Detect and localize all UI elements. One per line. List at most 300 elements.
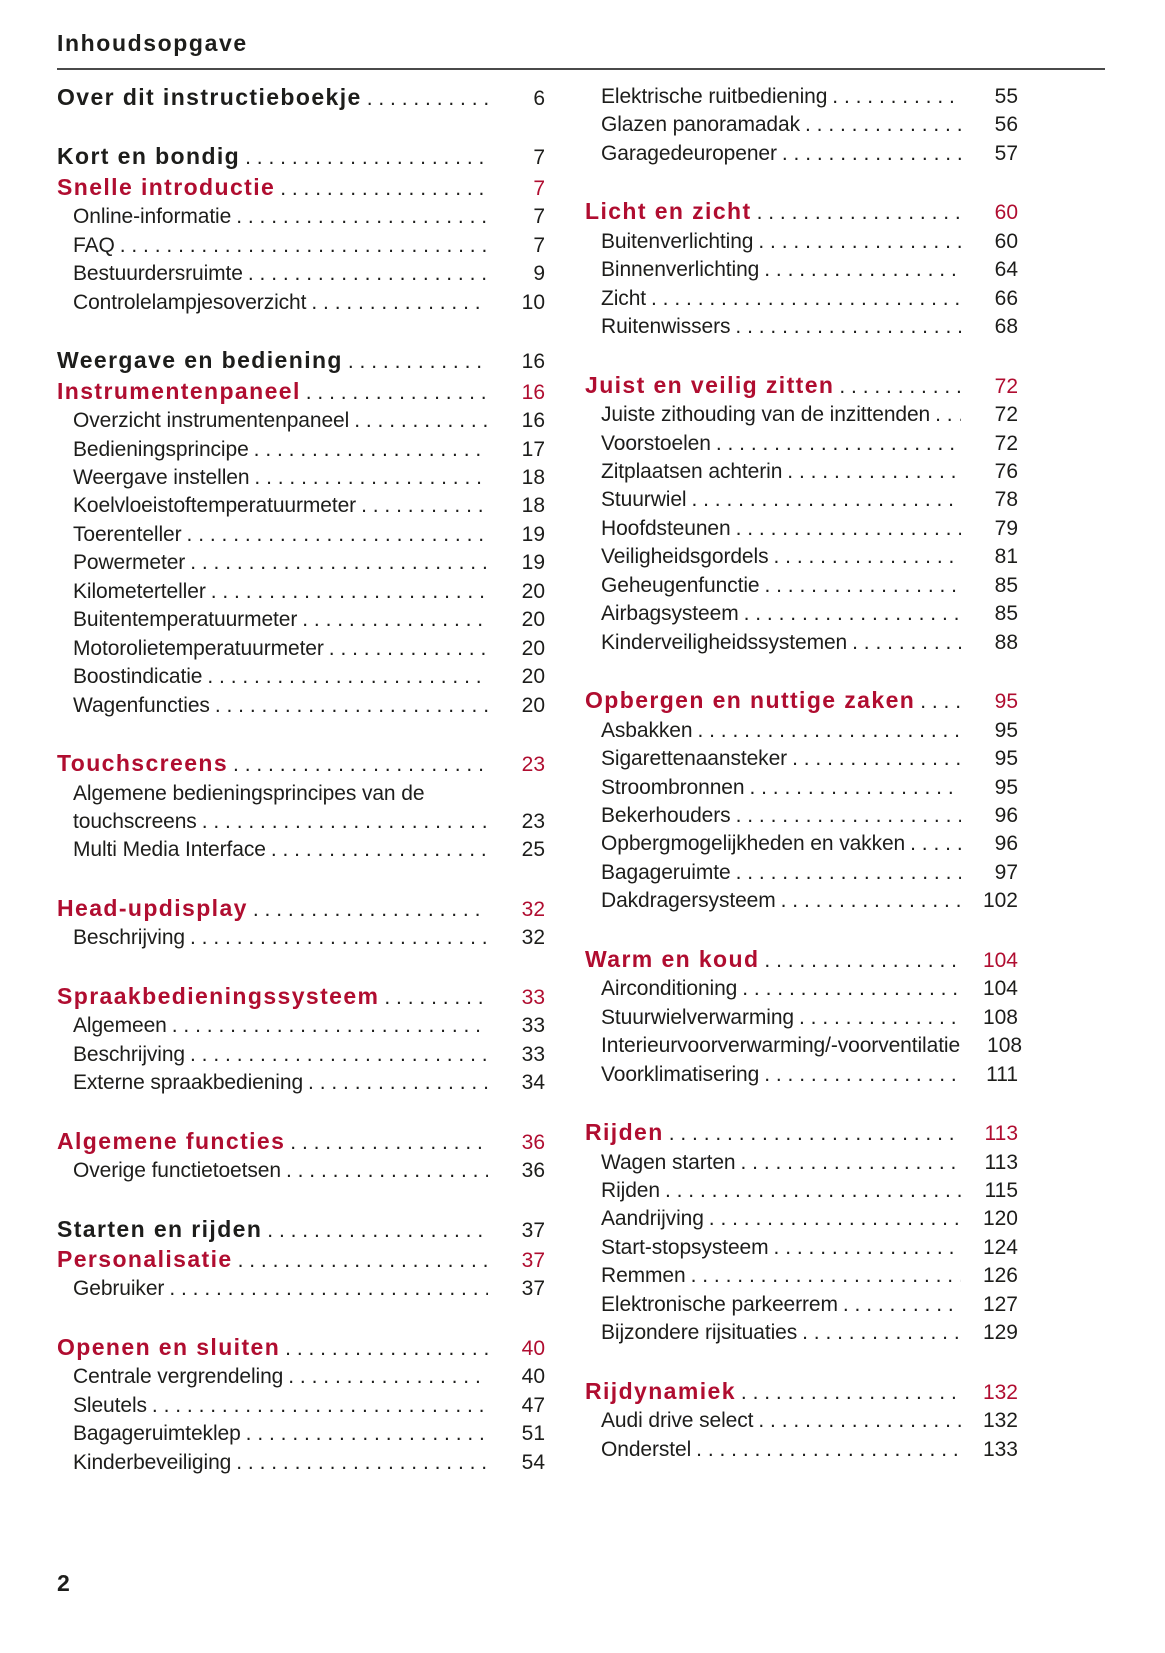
toc-entry xyxy=(585,1205,1018,1233)
toc-entry xyxy=(57,436,545,464)
toc-entry-label: Veiligheidsgordels xyxy=(601,545,769,569)
toc-entry-page: 76 xyxy=(994,459,1018,483)
dot-leader xyxy=(349,407,488,435)
toc-entry-label: Head-updisplay xyxy=(57,894,248,921)
toc-entry xyxy=(57,492,545,520)
toc-entry xyxy=(57,606,545,634)
toc-entry-label: Boostindicatie xyxy=(73,665,203,689)
toc-group xyxy=(585,686,1018,916)
dot-leader xyxy=(905,830,961,858)
dot-leader xyxy=(759,1061,961,1089)
dot-leader xyxy=(737,975,961,1003)
toc-entry xyxy=(585,256,1018,284)
toc-group xyxy=(57,1333,545,1477)
toc-entry-label: Motorolietemperatuurmeter xyxy=(73,636,324,660)
toc-entry xyxy=(57,1157,545,1185)
toc-entry xyxy=(585,629,1018,657)
toc-entry-label: Algemeen xyxy=(73,1014,167,1038)
toc-entry xyxy=(57,346,545,376)
toc-entry xyxy=(57,808,545,836)
toc-entry-page: 16 xyxy=(521,380,545,404)
dot-leader xyxy=(731,859,961,887)
toc-entry-label: Sleutels xyxy=(73,1393,147,1417)
toc-entry-page: 18 xyxy=(521,494,545,518)
toc-entry-label: Garagedeuropener xyxy=(601,141,777,165)
toc-entry-page: 124 xyxy=(982,1235,1018,1259)
dot-leader xyxy=(206,578,488,606)
toc-entry-label: Personalisatie xyxy=(57,1245,233,1272)
toc-entry xyxy=(57,260,545,288)
toc-entry xyxy=(57,836,545,864)
toc-entry-page: 60 xyxy=(994,229,1018,253)
dot-leader xyxy=(794,1004,961,1032)
dot-leader xyxy=(787,745,961,773)
toc-entry xyxy=(585,887,1018,915)
toc-entry-page: 85 xyxy=(994,602,1018,626)
toc-entry-page: 37 xyxy=(521,1248,545,1272)
toc-entry-page: 18 xyxy=(521,465,545,489)
dot-leader xyxy=(303,1069,488,1097)
toc-entry-label: Koelvloeistoftemperatuurmeter xyxy=(73,494,357,518)
toc-entry-page: 60 xyxy=(994,201,1018,225)
toc-entry-page: 20 xyxy=(521,579,545,603)
toc-entry xyxy=(57,1449,545,1477)
toc-entry-page: 104 xyxy=(982,977,1018,1001)
toc-entry-page: 97 xyxy=(994,860,1018,884)
dot-leader xyxy=(243,260,488,288)
toc-entry xyxy=(57,1275,545,1303)
toc-entry xyxy=(585,745,1018,773)
toc-entry xyxy=(57,780,545,808)
toc-entry-label: Airconditioning xyxy=(601,977,738,1001)
toc-entry xyxy=(57,1215,545,1245)
toc-entry-label: Weergave instellen xyxy=(73,465,250,489)
toc-entry-page: 20 xyxy=(521,665,545,689)
dot-leader xyxy=(241,1420,488,1448)
dot-leader xyxy=(275,175,488,203)
toc-entry xyxy=(585,430,1018,458)
toc-entry-label: Spraakbedieningssysteem xyxy=(57,982,380,1009)
dot-leader xyxy=(249,436,488,464)
toc-entry-page: 126 xyxy=(982,1264,1018,1288)
toc-entry-page: 32 xyxy=(521,897,545,921)
toc-entry-label: Airbagsysteem xyxy=(601,602,739,626)
dot-leader xyxy=(782,458,961,486)
dot-leader xyxy=(228,751,488,779)
dot-leader xyxy=(736,1379,961,1407)
toc-entry xyxy=(57,635,545,663)
dot-leader xyxy=(324,635,488,663)
toc-entry xyxy=(585,686,1018,716)
toc-entry xyxy=(57,142,545,172)
dot-leader xyxy=(280,1335,488,1363)
toc-entry-label: Glazen panoramadak xyxy=(601,113,800,137)
toc-entry-label: Algemene functies xyxy=(57,1127,286,1154)
toc-entry-label: Beschrijving xyxy=(73,1042,186,1066)
toc-entry-page: 47 xyxy=(521,1393,545,1417)
dot-leader xyxy=(197,808,488,836)
toc-entry-label: Opbergmogelijkheden en vakken xyxy=(601,832,906,856)
dot-leader xyxy=(115,232,488,260)
toc-entry xyxy=(585,1177,1018,1205)
dot-leader xyxy=(753,1407,961,1435)
toc-entry xyxy=(57,1041,545,1069)
page-title: Inhoudsopgave xyxy=(57,30,248,56)
toc-entry-page: 57 xyxy=(994,141,1018,165)
toc-entry-page: 68 xyxy=(994,315,1018,339)
dot-leader xyxy=(691,1436,961,1464)
toc-entry-label: Asbakken xyxy=(601,718,693,742)
toc-entry xyxy=(57,173,545,203)
toc-entry xyxy=(57,407,545,435)
dot-leader xyxy=(356,492,488,520)
toc-entry xyxy=(57,924,545,952)
toc-entry-label: Starten en rijden xyxy=(57,1215,263,1242)
toc-group xyxy=(585,1118,1018,1348)
toc-entry-label: Rijdynamiek xyxy=(585,1377,736,1404)
toc-entry-label: Rijden xyxy=(585,1119,664,1146)
toc-entry-page: 9 xyxy=(533,262,545,286)
toc-entry xyxy=(57,1333,545,1363)
toc-entry-page: 111 xyxy=(986,1062,1018,1086)
toc-entry-label: Audi drive select xyxy=(601,1409,754,1433)
toc-entry xyxy=(57,83,545,113)
toc-entry-label: Powermeter xyxy=(73,551,186,575)
toc-group xyxy=(57,142,545,317)
toc-entry-label: Algemene bedieningsprincipes van de xyxy=(73,781,425,805)
toc-entry-label: Buitentemperatuurmeter xyxy=(73,608,298,632)
dot-leader xyxy=(930,401,961,429)
dot-leader xyxy=(797,1319,961,1347)
dot-leader xyxy=(686,1262,961,1290)
toc-entry-label: Stuurwiel xyxy=(601,488,687,512)
toc-column-right xyxy=(585,83,1023,1477)
toc-entry-label: touchscreens xyxy=(73,809,197,833)
dot-leader xyxy=(147,1392,488,1420)
toc-entry-page: 36 xyxy=(521,1159,545,1183)
toc-entry-label: Elektronische parkeerrem xyxy=(601,1292,838,1316)
toc-entry-page: 20 xyxy=(521,608,545,632)
toc-entry-page: 37 xyxy=(521,1277,545,1301)
toc-entry-label: Bekerhouders xyxy=(601,803,731,827)
toc-entry-label: Stuurwielverwarming xyxy=(601,1005,794,1029)
toc-entry-page: 51 xyxy=(521,1422,545,1446)
toc-group xyxy=(585,371,1018,658)
toc-group xyxy=(585,1377,1018,1464)
toc-entry-label: Toerenteller xyxy=(73,522,182,546)
toc-entry-label: Start-stopsysteem xyxy=(601,1235,769,1259)
toc-entry xyxy=(585,140,1018,168)
dot-leader xyxy=(646,285,961,313)
toc-entry xyxy=(585,543,1018,571)
toc-entry xyxy=(57,578,545,606)
dot-leader xyxy=(182,521,488,549)
toc-column-left xyxy=(57,83,545,1477)
toc-entry-page: 20 xyxy=(521,693,545,717)
toc-entry-page: 40 xyxy=(521,1365,545,1389)
toc-entry xyxy=(57,692,545,720)
toc-group xyxy=(57,1215,545,1304)
toc-entry-page: 96 xyxy=(994,832,1018,856)
toc-entry xyxy=(57,1012,545,1040)
dot-leader xyxy=(744,774,961,802)
toc-entry-page: 104 xyxy=(982,948,1018,972)
toc-entry xyxy=(57,1363,545,1391)
toc-entry xyxy=(585,774,1018,802)
toc-entry-page: 85 xyxy=(994,573,1018,597)
toc-entry xyxy=(585,1436,1018,1464)
dot-leader xyxy=(664,1120,961,1148)
toc-entry-page: 115 xyxy=(984,1178,1018,1202)
toc-entry xyxy=(585,975,1018,1003)
toc-entry-page: 108 xyxy=(982,1005,1018,1029)
toc-entry-page: 7 xyxy=(533,176,545,200)
toc-entry xyxy=(57,521,545,549)
dot-leader xyxy=(834,373,961,401)
toc-group xyxy=(585,945,1023,1089)
toc-entry xyxy=(585,313,1018,341)
dot-leader xyxy=(210,692,488,720)
toc-entry-page: 10 xyxy=(521,290,545,314)
dot-leader xyxy=(285,1129,488,1157)
toc-entry-page: 95 xyxy=(994,747,1018,771)
toc-entry xyxy=(585,458,1018,486)
toc-entry xyxy=(57,289,545,317)
toc-entry-page: 78 xyxy=(994,488,1018,512)
dot-leader xyxy=(343,348,488,376)
toc-entry xyxy=(57,232,545,260)
dot-leader xyxy=(167,1012,488,1040)
toc-entry-label: Elektrische ruitbediening xyxy=(601,85,828,108)
toc-entry-label: Gebruiker xyxy=(73,1277,165,1301)
toc-group xyxy=(57,894,545,953)
toc-entry-label: Over dit instructieboekje xyxy=(57,84,362,110)
toc-entry xyxy=(57,663,545,691)
toc-entry-label: Wagen starten xyxy=(601,1150,736,1174)
toc-entry-label: Multi Media Interface xyxy=(73,838,266,862)
dot-leader xyxy=(776,887,961,915)
toc-entry xyxy=(57,1127,545,1157)
toc-entry-page: 7 xyxy=(533,146,545,170)
dot-leader xyxy=(306,289,488,317)
toc-entry-page: 127 xyxy=(982,1292,1018,1316)
toc-entry-page: 95 xyxy=(994,718,1018,742)
toc-entry-page: 54 xyxy=(521,1450,545,1474)
toc-entry xyxy=(585,1032,1023,1060)
dot-leader xyxy=(730,313,961,341)
toc-entry xyxy=(585,371,1018,401)
toc-entry-label: Juiste zithouding van de inzittenden xyxy=(601,403,931,427)
toc-group xyxy=(57,982,545,1098)
toc-entry-page: 33 xyxy=(521,985,545,1009)
dot-leader xyxy=(202,663,488,691)
dot-leader xyxy=(231,203,488,231)
dot-leader xyxy=(768,543,961,571)
toc-entry xyxy=(57,894,545,924)
dot-leader xyxy=(362,85,488,113)
toc-entry-page: 113 xyxy=(984,1150,1018,1174)
dot-leader xyxy=(262,1217,488,1245)
toc-entry-page: 7 xyxy=(533,205,545,229)
toc-entry xyxy=(57,464,545,492)
dot-leader xyxy=(281,1157,488,1185)
toc-entry-label: Remmen xyxy=(601,1264,686,1288)
toc-entry-label: Rijden xyxy=(601,1178,660,1202)
toc-entry xyxy=(585,1004,1018,1032)
toc-entry xyxy=(57,982,545,1012)
toc-entry-page: 132 xyxy=(982,1409,1018,1433)
toc-entry-page: 56 xyxy=(994,113,1018,137)
toc-entry-page: 32 xyxy=(521,926,545,950)
toc-entry-label: Sigarettenaansteker xyxy=(601,747,788,771)
toc-entry-page: 23 xyxy=(521,809,545,833)
toc-entry-page: 55 xyxy=(994,85,1018,108)
toc-entry xyxy=(57,1069,545,1097)
toc-entry xyxy=(585,572,1018,600)
toc-entry-label: Kilometerteller xyxy=(73,579,206,603)
toc-entry xyxy=(585,111,1018,139)
toc-entry-page: 33 xyxy=(521,1042,545,1066)
toc-entry-label: Wagenfuncties xyxy=(73,693,210,717)
toc-entry xyxy=(585,1149,1018,1177)
toc-entry-page: 7 xyxy=(533,233,545,257)
toc-entry xyxy=(585,1319,1018,1347)
toc-entry-label: Weergave en bediening xyxy=(57,347,343,374)
toc-entry-page: 23 xyxy=(521,753,545,777)
toc-entry-page: 6 xyxy=(533,87,545,110)
toc-entry-label: Voorklimatisering xyxy=(601,1062,760,1086)
toc-entry-label: Interieurvoorverwarming/-voorventilatie xyxy=(601,1034,961,1058)
dot-leader xyxy=(283,1363,488,1391)
toc-entry-page: 88 xyxy=(994,630,1018,654)
toc-entry xyxy=(585,401,1018,429)
toc-group xyxy=(585,197,1018,341)
dot-leader xyxy=(297,606,488,634)
toc-entry-page: 72 xyxy=(994,374,1018,398)
dot-leader xyxy=(759,947,961,975)
toc-entry-page: 133 xyxy=(982,1437,1018,1461)
toc-entry-label: Zitplaatsen achterin xyxy=(601,459,783,483)
toc-entry-page: 25 xyxy=(521,838,545,862)
toc-entry-label: Stroombronnen xyxy=(601,775,745,799)
toc-entry-page: 66 xyxy=(994,286,1018,310)
toc-entry-page: 113 xyxy=(984,1122,1018,1146)
toc-entry-page: 33 xyxy=(521,1014,545,1038)
toc-entry-page: 16 xyxy=(521,350,545,374)
toc-entry xyxy=(585,515,1018,543)
toc-entry-label: Instrumentenpaneel xyxy=(57,377,301,404)
toc-entry-label: Touchscreens xyxy=(57,750,229,777)
toc-entry xyxy=(57,1392,545,1420)
toc-entry-page: 72 xyxy=(994,431,1018,455)
toc-entry-label: Snelle introductie xyxy=(57,173,276,200)
toc-group xyxy=(585,83,1018,168)
toc-entry xyxy=(57,549,545,577)
toc-entry-label: Buitenverlichting xyxy=(601,229,754,253)
dot-leader xyxy=(692,717,961,745)
toc-entry xyxy=(585,1262,1018,1290)
toc-group xyxy=(57,1127,545,1186)
dot-leader xyxy=(248,896,488,924)
toc-entry-label: Online-informatie xyxy=(73,205,232,229)
toc-entry-label: Kort en bondig xyxy=(57,143,241,170)
toc-entry-label: FAQ xyxy=(73,233,115,257)
dot-leader xyxy=(731,802,961,830)
toc-entry-label: Bijzondere rijsituaties xyxy=(601,1321,798,1345)
toc-entry-label: Externe spraakbediening xyxy=(73,1071,304,1095)
toc-entry-label: Openen en sluiten xyxy=(57,1333,281,1360)
page-number: 2 xyxy=(57,1570,70,1596)
dot-leader xyxy=(731,515,961,543)
toc-entry-label: Voorstoelen xyxy=(601,431,711,455)
toc-entry xyxy=(585,945,1018,975)
toc-entry xyxy=(585,1061,1018,1089)
toc-entry-label: Bedieningsprincipe xyxy=(73,437,249,461)
toc-entry xyxy=(585,1377,1018,1407)
toc-group xyxy=(57,83,545,113)
toc-entry-page: 120 xyxy=(982,1207,1018,1231)
toc-entry xyxy=(585,83,1018,111)
dot-leader xyxy=(752,199,961,227)
toc-group xyxy=(57,749,545,865)
toc-entry xyxy=(57,1420,545,1448)
toc-entry-label: Overzicht instrumentenpaneel xyxy=(73,409,350,433)
toc-entry xyxy=(57,203,545,231)
toc-entry-page: 40 xyxy=(521,1336,545,1360)
toc-entry-label: Geheugenfunctie xyxy=(601,573,760,597)
toc-entry-page: 16 xyxy=(521,409,545,433)
toc-entry xyxy=(585,1407,1018,1435)
dot-leader xyxy=(759,256,961,284)
toc-entry-label: Bagageruimte xyxy=(601,860,731,884)
dot-leader xyxy=(379,984,488,1012)
toc-entry-label: Zicht xyxy=(601,286,647,310)
toc-entry-label: Licht en zicht xyxy=(585,198,752,225)
toc-entry xyxy=(585,802,1018,830)
toc-entry-page: 72 xyxy=(994,403,1018,427)
toc-entry-label: Opbergen en nuttige zaken xyxy=(585,687,916,714)
toc-entry-label: Controlelampjesoverzicht xyxy=(73,290,307,314)
toc-entry-page: 19 xyxy=(521,522,545,546)
toc-entry-label: Binnenverlichting xyxy=(601,258,760,282)
toc-entry-page: 37 xyxy=(521,1218,545,1242)
toc-entry xyxy=(57,377,545,407)
toc-entry-page: 95 xyxy=(994,690,1018,714)
dot-leader xyxy=(233,1247,488,1275)
dot-leader xyxy=(249,464,488,492)
toc-entry-label: Aandrijving xyxy=(601,1207,704,1231)
toc-entry-label: Beschrijving xyxy=(73,926,186,950)
toc-entry-page: 64 xyxy=(994,258,1018,282)
toc-entry-page: 19 xyxy=(521,551,545,575)
dot-leader xyxy=(185,924,488,952)
toc-entry-page: 17 xyxy=(521,437,545,461)
dot-leader xyxy=(838,1291,961,1319)
toc-entry-label: Kinderbeveiliging xyxy=(73,1450,232,1474)
dot-leader xyxy=(185,549,488,577)
dot-leader xyxy=(266,836,488,864)
toc-entry xyxy=(585,859,1018,887)
toc-entry-label: Hoofdsteunen xyxy=(601,516,731,540)
toc-entry-label: Centrale vergrendeling xyxy=(73,1365,284,1389)
toc-entry-page: 96 xyxy=(994,803,1018,827)
toc-entry-page: 36 xyxy=(521,1130,545,1154)
toc-entry-label: Bagageruimteklep xyxy=(73,1422,241,1446)
toc-entry-page: 129 xyxy=(982,1321,1018,1345)
dot-leader xyxy=(847,629,961,657)
dot-leader xyxy=(164,1275,488,1303)
toc-entry-label: Ruitenwissers xyxy=(601,315,731,339)
